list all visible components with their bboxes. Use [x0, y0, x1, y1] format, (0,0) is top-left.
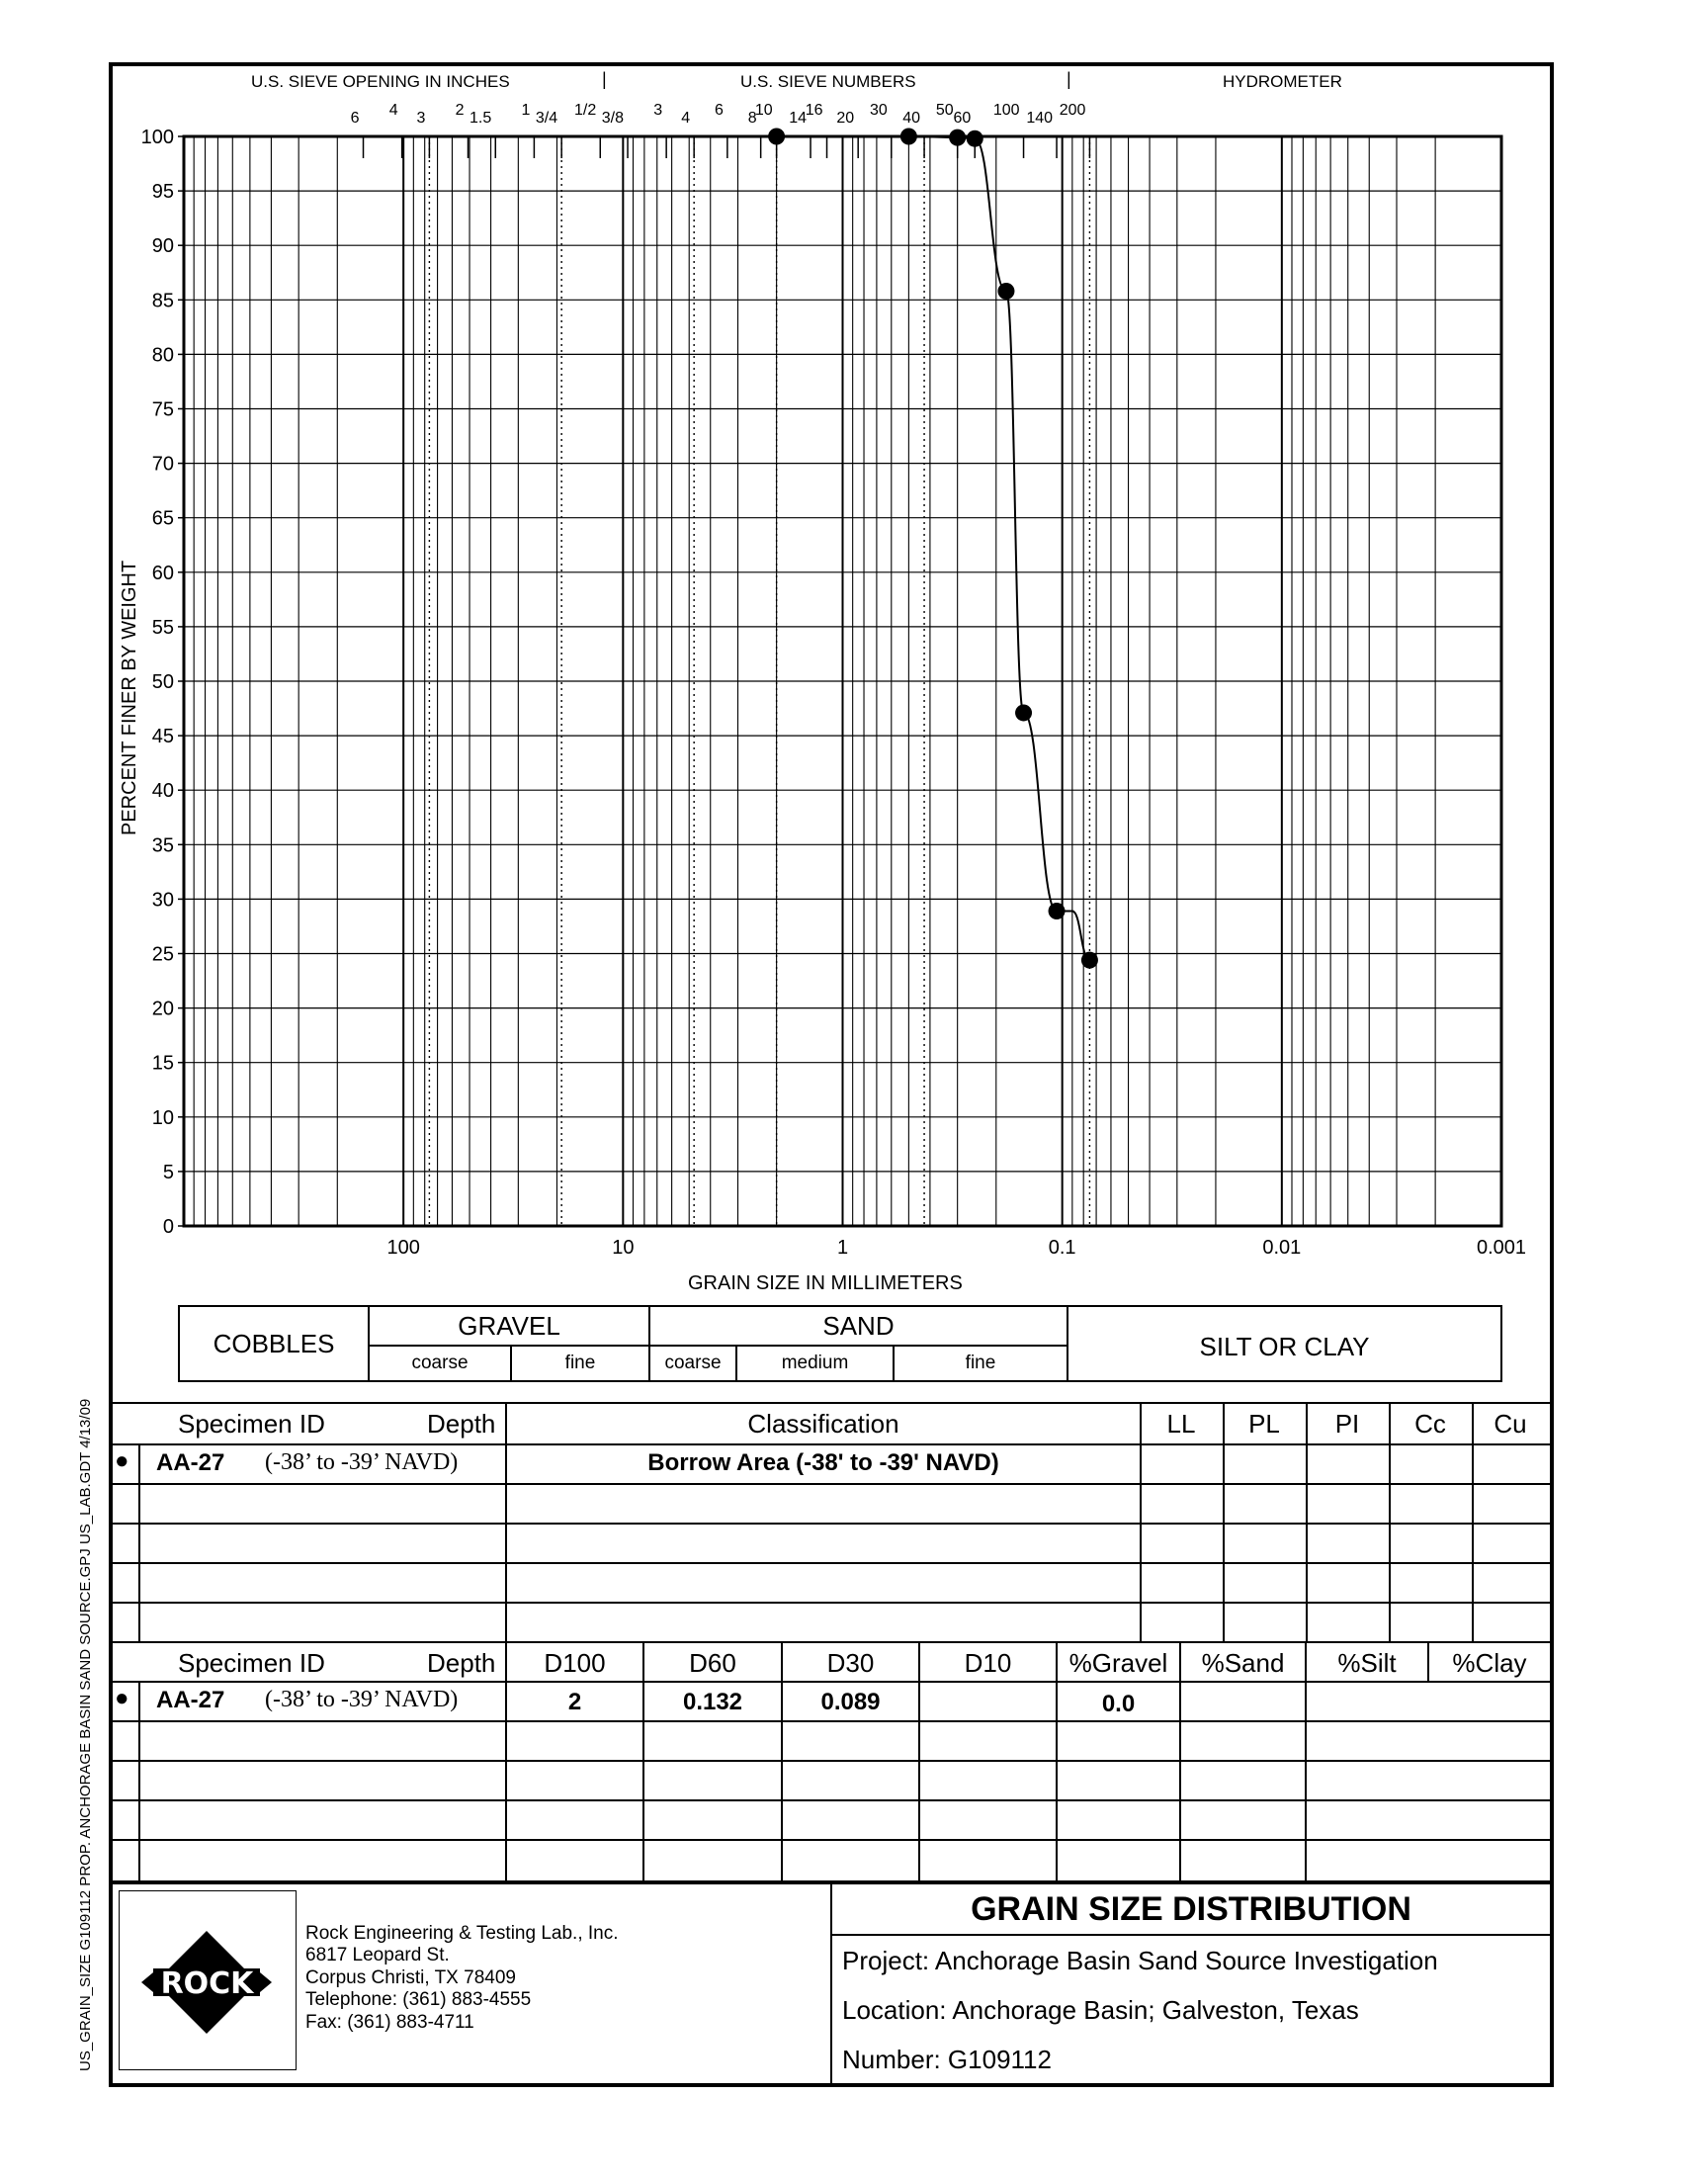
x-tick-label: 0.01	[1262, 1237, 1302, 1259]
t1-row-depth: (-38’ to -39’ NAVD)	[265, 1449, 459, 1475]
y-tick-label: 15	[151, 1052, 174, 1075]
header-sieve-inches: U.S. SIEVE OPENING IN INCHES	[251, 72, 510, 91]
class-sand-coarse: coarse	[664, 1353, 722, 1373]
sieve-tick-label: 4	[681, 110, 691, 127]
t2-row-depth: (-38’ to -39’ NAVD)	[265, 1687, 459, 1712]
y-tick-label: 100	[140, 127, 174, 148]
y-tick-label: 40	[151, 780, 174, 803]
t1-header-pl: PL	[1248, 1409, 1280, 1439]
y-tick-label: 90	[151, 235, 174, 258]
class-gravel-fine: fine	[564, 1353, 596, 1373]
t1-header-ll: LL	[1166, 1409, 1196, 1439]
t1-header-classification: Classification	[747, 1409, 899, 1439]
y-tick-label: 60	[151, 562, 174, 584]
class-cobbles: COBBLES	[213, 1329, 335, 1358]
class-sand-fine: fine	[965, 1353, 996, 1373]
sieve-tick-label: 1.5	[470, 110, 492, 127]
sieve-tick-label: 50	[935, 102, 954, 119]
data-point	[900, 129, 917, 145]
sieve-tick-label: 3	[653, 102, 663, 119]
t1-header-specimen: Specimen ID	[178, 1409, 325, 1439]
t1-header-depth: Depth	[427, 1409, 496, 1439]
t2-header-d10: D10	[964, 1648, 1012, 1678]
y-tick-label: 35	[151, 834, 174, 857]
header-hydrometer: HYDROMETER	[1223, 72, 1342, 91]
sieve-tick-label: 3/8	[601, 110, 625, 127]
t2-header-gravel: %Gravel	[1068, 1648, 1168, 1678]
class-gravel-coarse: coarse	[411, 1353, 469, 1373]
class-silt-clay: SILT OR CLAY	[1199, 1332, 1370, 1361]
sieve-tick-label: 30	[869, 102, 888, 119]
company-phone: Telephone: (361) 883-4555	[305, 1989, 532, 2010]
company-name: Rock Engineering & Testing Lab., Inc.	[305, 1923, 619, 1944]
t1-row-specimen: AA-27	[156, 1449, 225, 1476]
data-point	[997, 283, 1014, 300]
y-tick-label: 10	[151, 1106, 174, 1129]
sieve-tick-label: 1/2	[574, 102, 597, 119]
project-name: Project: Anchorage Basin Sand Source Investigation	[842, 1946, 1438, 1975]
t1-header-cc: Cc	[1414, 1409, 1446, 1439]
y-tick-label: 65	[151, 507, 174, 530]
company-fax: Fax: (361) 883-4711	[305, 2012, 474, 2033]
x-axis-label: GRAIN SIZE IN MILLIMETERS	[688, 1272, 963, 1294]
sieve-tick-label: 3	[416, 110, 426, 127]
t1-row-marker: ●	[115, 1447, 129, 1474]
class-sand: SAND	[822, 1311, 895, 1341]
y-tick-label: 30	[151, 889, 174, 912]
report-title: GRAIN SIZE DISTRIBUTION	[971, 1890, 1411, 1928]
company-address-2: Corpus Christi, TX 78409	[305, 1967, 516, 1988]
t2-row-specimen: AA-27	[156, 1687, 225, 1713]
project-location: Location: Anchorage Basin; Galveston, Texas	[842, 1995, 1359, 2025]
t2-row-d60: 0.132	[682, 1689, 743, 1715]
sieve-tick-label: 200	[1059, 102, 1086, 119]
sieve-tick-label: 20	[836, 110, 855, 127]
t2-header-depth: Depth	[427, 1648, 496, 1678]
t2-header-specimen: Specimen ID	[178, 1648, 325, 1678]
data-point	[1049, 903, 1066, 919]
sieve-tick-label: 40	[902, 110, 921, 127]
sieve-tick-label: 3/4	[535, 110, 558, 127]
y-tick-label: 25	[151, 943, 174, 966]
sieve-tick-label: 6	[350, 110, 360, 127]
y-tick-label: 45	[151, 726, 174, 748]
t2-row-d30: 0.089	[820, 1689, 881, 1715]
sieve-tick-label: 60	[953, 110, 972, 127]
y-tick-label: 5	[162, 1161, 174, 1183]
sieve-tick-label: 2	[455, 102, 465, 119]
data-point	[1081, 952, 1098, 969]
t2-header-clay: %Clay	[1452, 1648, 1527, 1678]
logo-box	[119, 1890, 297, 2070]
y-tick-label: 20	[151, 998, 174, 1020]
t1-row-classification: Borrow Area (-38' to -39' NAVD)	[647, 1449, 999, 1476]
y-tick-label: 75	[151, 398, 174, 421]
t2-header-d30: D30	[826, 1648, 875, 1678]
gradation-curve	[777, 136, 1090, 960]
y-tick-label: 50	[151, 671, 174, 693]
data-point	[949, 130, 966, 146]
company-address-1: 6817 Leopard St.	[305, 1945, 450, 1965]
data-point	[967, 131, 983, 147]
y-tick-label: 55	[151, 616, 174, 639]
logo-text: ROCK	[160, 1966, 254, 2001]
t1-header-cu: Cu	[1494, 1409, 1527, 1439]
header-divider: |	[1067, 69, 1071, 89]
x-tick-label: 0.1	[1048, 1237, 1076, 1259]
sieve-tick-label: 1	[521, 102, 531, 119]
data-point	[1015, 704, 1032, 721]
sieve-tick-label: 140	[1026, 110, 1054, 127]
y-axis-label: PERCENT FINER BY WEIGHT	[119, 560, 140, 835]
x-tick-label: 10	[612, 1237, 635, 1259]
y-tick-label: 0	[162, 1216, 174, 1238]
sieve-tick-label: 100	[992, 102, 1020, 119]
x-tick-label: 100	[386, 1237, 420, 1259]
t2-row-d100: 2	[567, 1689, 582, 1715]
sieve-tick-label: 4	[388, 102, 398, 119]
header-sieve-numbers: U.S. SIEVE NUMBERS	[740, 72, 916, 91]
x-tick-label: 1	[836, 1237, 849, 1259]
y-tick-label: 95	[151, 181, 174, 204]
t2-header-d60: D60	[689, 1648, 736, 1678]
y-tick-label: 70	[151, 453, 174, 476]
t2-header-d100: D100	[544, 1648, 606, 1678]
class-sand-medium: medium	[781, 1353, 849, 1373]
project-number: Number: G109112	[842, 2045, 1052, 2074]
t2-row-gravel: 0.0	[1101, 1691, 1136, 1717]
header-divider: |	[602, 69, 607, 89]
y-tick-label: 85	[151, 290, 174, 312]
t2-row-marker: ●	[115, 1685, 129, 1711]
t2-header-silt: %Silt	[1337, 1648, 1397, 1678]
y-tick-label: 80	[151, 344, 174, 367]
sieve-tick-label: 6	[714, 102, 724, 119]
sieve-tick-label: 10	[754, 102, 773, 119]
sieve-tick-label: 14	[789, 110, 808, 127]
sieve-tick-label: 8	[747, 110, 757, 127]
x-tick-label: 0.001	[1476, 1237, 1527, 1259]
data-point	[768, 129, 785, 145]
t1-header-pi: PI	[1334, 1409, 1360, 1439]
sidebar-filename-text: US_GRAIN_SIZE G109112 PROP. ANCHORAGE BASIN SAND SOURCE.GPJ US_LAB.GDT 4/13/09	[77, 1398, 94, 2071]
sieve-tick-label: 16	[805, 102, 823, 119]
t2-header-sand: %Sand	[1201, 1648, 1285, 1678]
class-gravel: GRAVEL	[458, 1311, 560, 1341]
